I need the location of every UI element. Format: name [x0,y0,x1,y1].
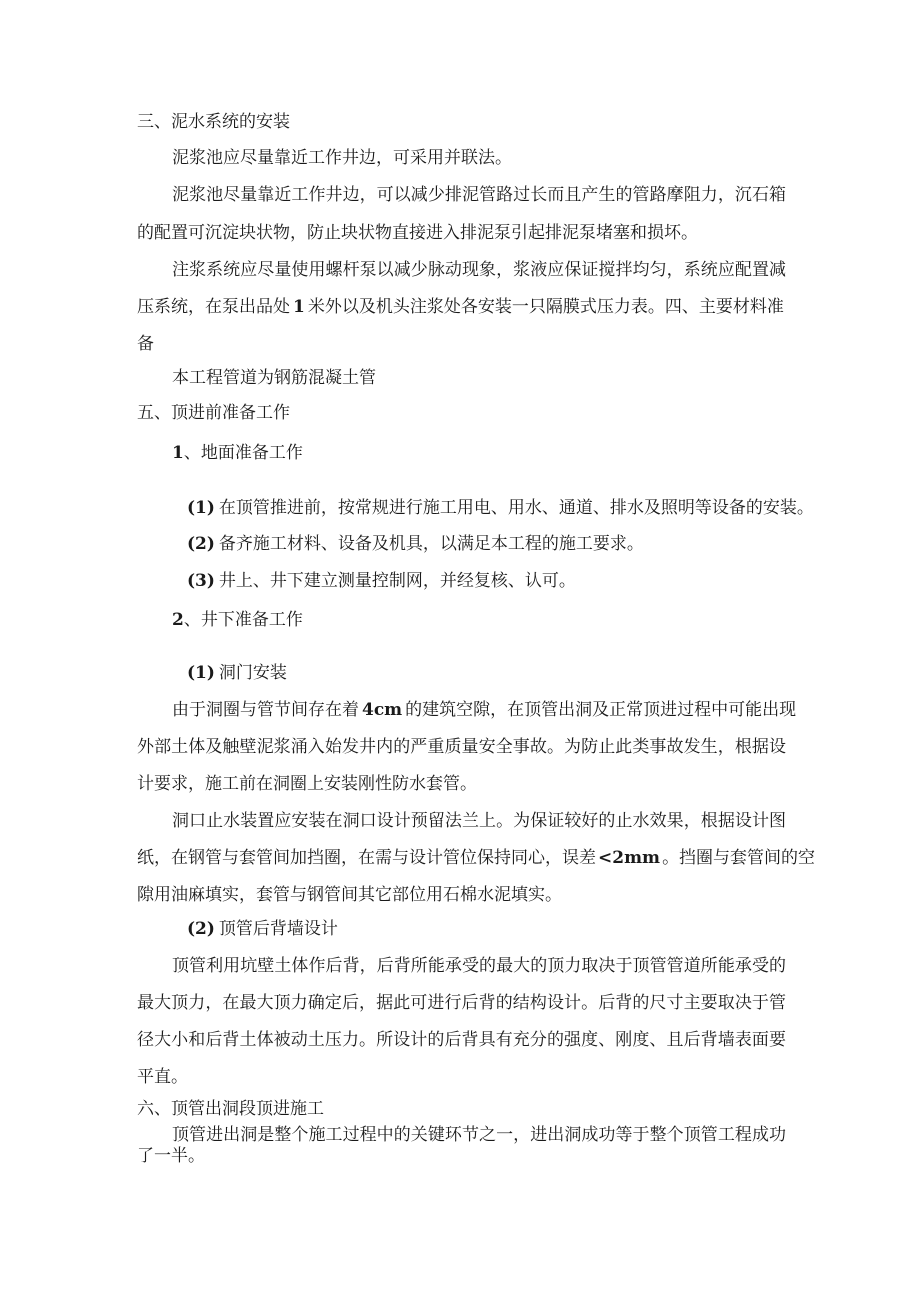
paragraph-line: 外部土体及触壁泥浆涌入始发井内的严重质量安全事故。为防止此类事故发生，根据设 [137,737,786,757]
number-run: <2mm [598,848,661,868]
subheading-text: 、井下准备工作 [183,610,303,630]
paragraph-line: 顶管利用坑壁土体作后背，后背所能承受的最大的顶力取决于顶管管道所能承受的 [172,956,786,976]
section-heading-5: 五、顶进前准备工作 [137,403,290,423]
paragraph-line: 计要求，施工前在洞圈上安装刚性防水套管。 [137,774,477,794]
list-item [187,533,644,555]
subheading-number: 2 [172,610,184,630]
paragraph-line [137,847,816,869]
text-run: 米外以及机头注浆处各安装一只隔膜式压力表。四、主要材料准 [307,297,784,317]
text-run: 纸，在钢管与套管间加挡圈，在需与设计管位保持同心，误差 [137,848,596,868]
paragraph-pipe-type: 本工程管道为钢筋混凝土管 [172,368,376,388]
text-run: 的建筑空隙，在顶管出洞及正常顶进过程中可能出现 [405,700,797,720]
paragraph-line [137,296,784,318]
list-item-text: 井上、井下建立测量控制网，并经复核、认可。 [218,571,576,591]
paragraph-line [172,699,797,721]
subheading-text: 、地面准备工作 [183,443,303,463]
subheading-shaft-prep [172,609,303,631]
paragraph-line: 的配置可沉淀块状物，防止块状物直接进入排泥泵引起排泥泵堵塞和损坏。 [137,223,698,243]
paragraph-slurry-pool: 泥浆池应尽量靠近工作井边，可采用并联法。 [172,148,512,168]
list-item-number: (2) [187,919,215,939]
list-item-number: (1) [187,498,215,518]
text-run: 。挡圈与套管间的空 [662,848,816,868]
list-item-text: 顶管后背墙设计 [218,919,338,939]
paragraph-line: 平直。 [137,1067,188,1087]
paragraph-line: 最大顶力，在最大顶力确定后，据此可进行后背的结构设计。后背的尺寸主要取决于管 [137,993,786,1013]
list-item [187,662,287,684]
list-item-text: 洞门安装 [218,663,287,683]
section-heading-3: 三、泥水系统的安装 [137,112,290,132]
text-run: 由于洞圈与管节间存在着 [172,700,359,720]
paragraph-line: 备 [137,334,154,354]
paragraph-line: 顶管进出洞是整个施工过程中的关键环节之一，进出洞成功等于整个顶管工程成功 [172,1125,786,1145]
list-item-number: (2) [187,534,215,554]
paragraph-line: 注浆系统应尽量使用螺杆泵以减少脉动现象，浆液应保证搅拌均匀，系统应配置减 [172,260,786,280]
subheading-ground-prep [172,442,303,464]
paragraph-line: 隙用油麻填实，套管与钢管间其它部位用石棉水泥填实。 [137,885,562,905]
subheading-number: 1 [172,443,184,463]
number-run: 1 [293,297,305,317]
list-item-number: (1) [187,663,215,683]
list-item [187,570,576,592]
section-heading-6: 六、顶管出洞段顶进施工 [137,1099,324,1119]
list-item-text: 备齐施工材料、设备及机具，以满足本工程的施工要求。 [218,534,644,554]
list-item [187,497,814,519]
list-item-text: 在顶管推进前，按常规进行施工用电、用水、通道、排水及照明等设备的安装。 [218,498,814,518]
text-run: 压系统，在泵出品处 [137,297,290,317]
number-run: 4cm [362,700,403,720]
list-item-number: (3) [187,571,215,591]
paragraph-line: 了一半。 [137,1146,205,1166]
list-item [187,918,338,940]
paragraph-line: 径大小和后背土体被动土压力。所设计的后背具有充分的强度、刚度、且后背墙表面要 [137,1030,786,1050]
paragraph-line: 洞口止水装置应安装在洞口设计预留法兰上。为保证较好的止水效果，根据设计图 [172,811,786,831]
paragraph-line: 泥浆池尽量靠近工作井边，可以减少排泥管路过长而且产生的管路摩阻力，沉石箱 [172,185,786,205]
